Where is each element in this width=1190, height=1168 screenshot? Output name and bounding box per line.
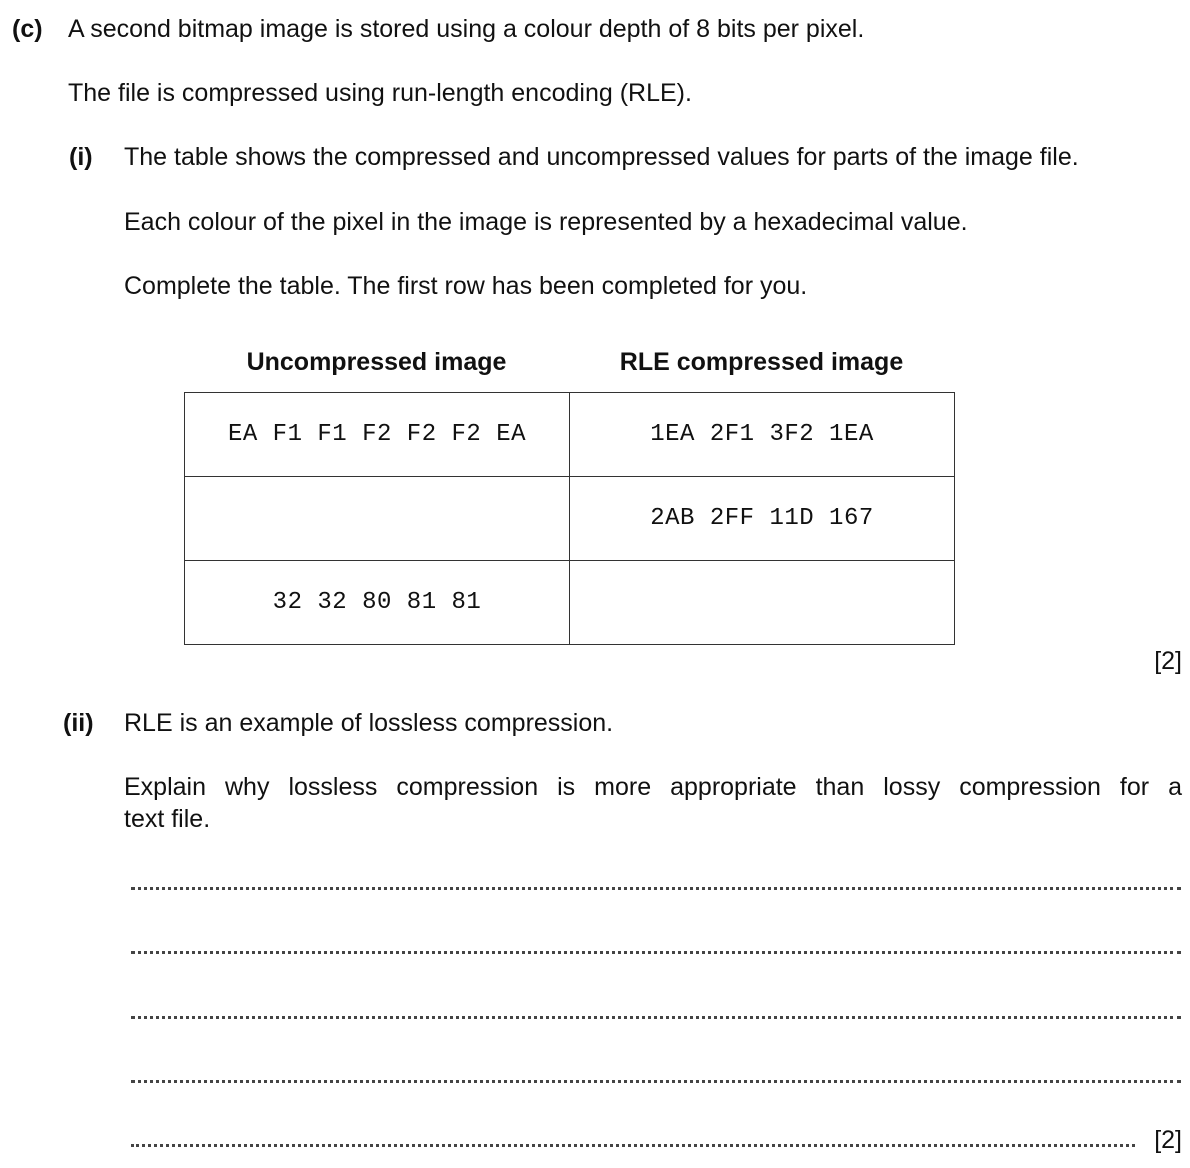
part-ii-question-line1: Explain why lossless compression is more appropriate than lossy compression for a: [124, 773, 1182, 801]
part-i-instruction: Complete the table. The first row has been completed for you.: [124, 272, 808, 300]
answer-line[interactable]: [131, 887, 1181, 890]
part-c-label: (c): [12, 15, 43, 43]
part-ii-statement: RLE is an example of lossless compression.: [124, 709, 614, 737]
column-header-rle: RLE compressed image: [619, 348, 904, 376]
part-i-statement: The table shows the compressed and uncompressed values for parts of the image file.: [124, 143, 1079, 171]
table-cell-uncompressed-answer[interactable]: [185, 477, 570, 561]
part-i-hex-statement: Each colour of the pixel in the image is represented by a hexadecimal value.: [124, 208, 968, 236]
part-ii-question-line2: text file.: [124, 805, 211, 833]
table-cell-uncompressed: EA F1 F1 F2 F2 F2 EA: [185, 393, 570, 477]
table-cell-rle: 2AB 2FF 11D 167: [570, 477, 955, 561]
part-ii-marks: [2]: [1154, 1126, 1182, 1154]
table-row: [185, 393, 955, 477]
table-cell-rle-answer[interactable]: [570, 561, 955, 645]
part-i-label: (i): [69, 143, 93, 171]
rle-table: [184, 392, 955, 645]
answer-line[interactable]: [131, 1144, 1135, 1147]
part-c-statement: A second bitmap image is stored using a colour depth of 8 bits per pixel.: [68, 15, 865, 43]
table-cell-uncompressed: 32 32 80 81 81: [185, 561, 570, 645]
table-row: [185, 561, 955, 645]
part-c-rle-statement: The file is compressed using run-length encoding (RLE).: [68, 79, 692, 107]
answer-line[interactable]: [131, 1080, 1181, 1083]
column-header-uncompressed: Uncompressed image: [246, 348, 507, 376]
table-row: [185, 477, 955, 561]
table-cell-rle: 1EA 2F1 3F2 1EA: [570, 393, 955, 477]
answer-line[interactable]: [131, 1016, 1181, 1019]
part-i-marks: [2]: [1154, 647, 1182, 675]
answer-line[interactable]: [131, 951, 1181, 954]
part-ii-label: (ii): [63, 709, 94, 737]
